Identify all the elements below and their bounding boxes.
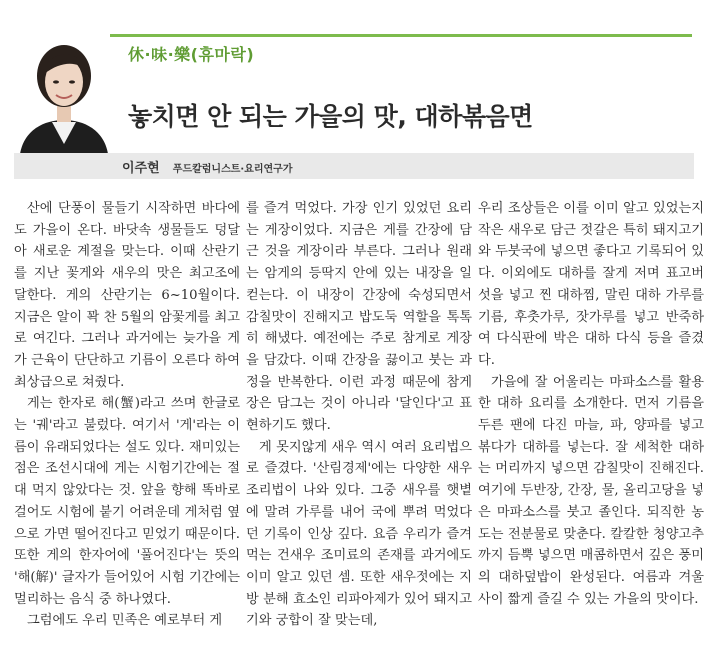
body-column-1 <box>14 198 240 632</box>
author-portrait <box>14 32 114 154</box>
author-name: 이주현 <box>122 161 160 176</box>
paragraph: 게 못지않게 새우 역시 여러 요리법으로 즐겼다. '산림경제'에는 다양한 새우 조리법이 나와 있다. 그중 새우를 햇볕에 말려 가루를 내어 국에 뿌려 먹었다던 기록이 인상 깊다. 요즘 우리가 즐겨 먹는 건새우 조미료의 존재를 과거에도 이미 알고 있던 셈. 또한 새우젓에는 지방 분해 효소인 리파아제가 있어 돼지고기와 궁합이 잘 맞는데, <box>246 439 472 629</box>
paragraph: 그럼에도 우리 민족은 예로부터 게 <box>27 613 223 629</box>
byline <box>122 157 293 176</box>
body-column-2 <box>246 198 472 632</box>
paragraph: 를 즐겨 먹었다. 가장 인기 있었던 요리는 게장이었다. 지금은 게를 간장에 담근 것을 게장이라 부른다. 그러나 원래는 암게의 등딱지 안에 있는 내장을 일컫는다. 이 내장이 간장에 숙성되면서 감칠맛이 진해지고 밥도둑 역할을 톡톡히 해냈다. 예전에는 주로 참게로 게장을 담갔다. 이때 간장을 끓이고 붓는 과정을 반복한다. 이런 과정 때문에 참게장은 담그는 것이 아니라 '달인다'고 표현하기도 했다. <box>246 201 472 434</box>
paragraph: 산에 단풍이 물들기 시작하면 바다에도 가을이 온다. 바닷속 생물들도 덩달아 새로운 계절을 맞는다. 이때 산란기를 지난 꽃게와 새우의 맛은 최고조에 달한다. 게의 산란기는 6~10월이다. 지금은 알이 꽉 찬 5월의 암꽃게를 최고로 여긴다. 그러나 과거에는 늦가을 게가 근육이 단단하고 기름이 오른다 하여 최상급으로 쳐줬다. <box>14 201 240 390</box>
article-body <box>0 198 714 667</box>
byline-bar <box>14 153 694 179</box>
header-accent-rule <box>110 34 692 37</box>
body-column-3 <box>478 198 704 610</box>
article-headline: 놓치면 안 되는 가을의 맛, 대하볶음면 <box>128 102 533 131</box>
column-tag: 休·味·樂(휴마락) <box>128 45 255 64</box>
paragraph: 가을에 잘 어울리는 마파소스를 활용한 대하 요리를 소개한다. 먼저 기름을 두른 팬에 다진 마늘, 파, 양파를 넣고 볶다가 대하를 넣는다. 잘 세척한 대하는 머리까지 넣으면 감칠맛이 진해진다. 여기에 두반장, 간장, 물, 올리고당을 넣은 마파소스를 붓고 졸인다. 되직한 농도는 전분물로 맞춘다. 칼칼한 청양고추까지 듬뿍 넣으면 매콤하면서 깊은 풍미의 대하덮밥이 완성된다. 여름과 겨울 사이 짧게 즐길 수 있는 가을의 맛이다. <box>478 374 704 607</box>
paragraph: 우리 조상들은 이를 이미 알고 있었는지 작은 새우로 담근 젓갈은 특히 돼지고기와 두붓국에 넣으면 좋다고 기록되어 있다. 이외에도 대하를 잘게 저며 표고버섯을 넣고 찐 대하찜, 말린 대하 가루를 기름, 후춧가루, 잣가루를 넣고 반죽하여 다식판에 박은 대하 다식 등을 즐겼다. <box>478 201 704 368</box>
author-role: 푸드칼럼니스트·요리연구가 <box>172 164 293 175</box>
paragraph: 게는 한자로 해(蟹)라고 쓰며 한글로는 '궤'라고 불렀다. 여기서 '게'라는 이름이 유래되었다는 설도 있다. 재미있는 점은 조선시대에 게는 시험기간에는 절대 먹지 않았다는 것. 앞을 향해 똑바로 걸어도 시험에 붙기 어려운데 게처럼 옆으로 가면 떨어진다고 믿었기 때문이다. 또한 게의 한자어에 '풀어진다'는 뜻의 '해(解)' 글자가 들어있어 시험 기간에는 멀리하는 음식 중 하나였다. <box>14 396 240 607</box>
